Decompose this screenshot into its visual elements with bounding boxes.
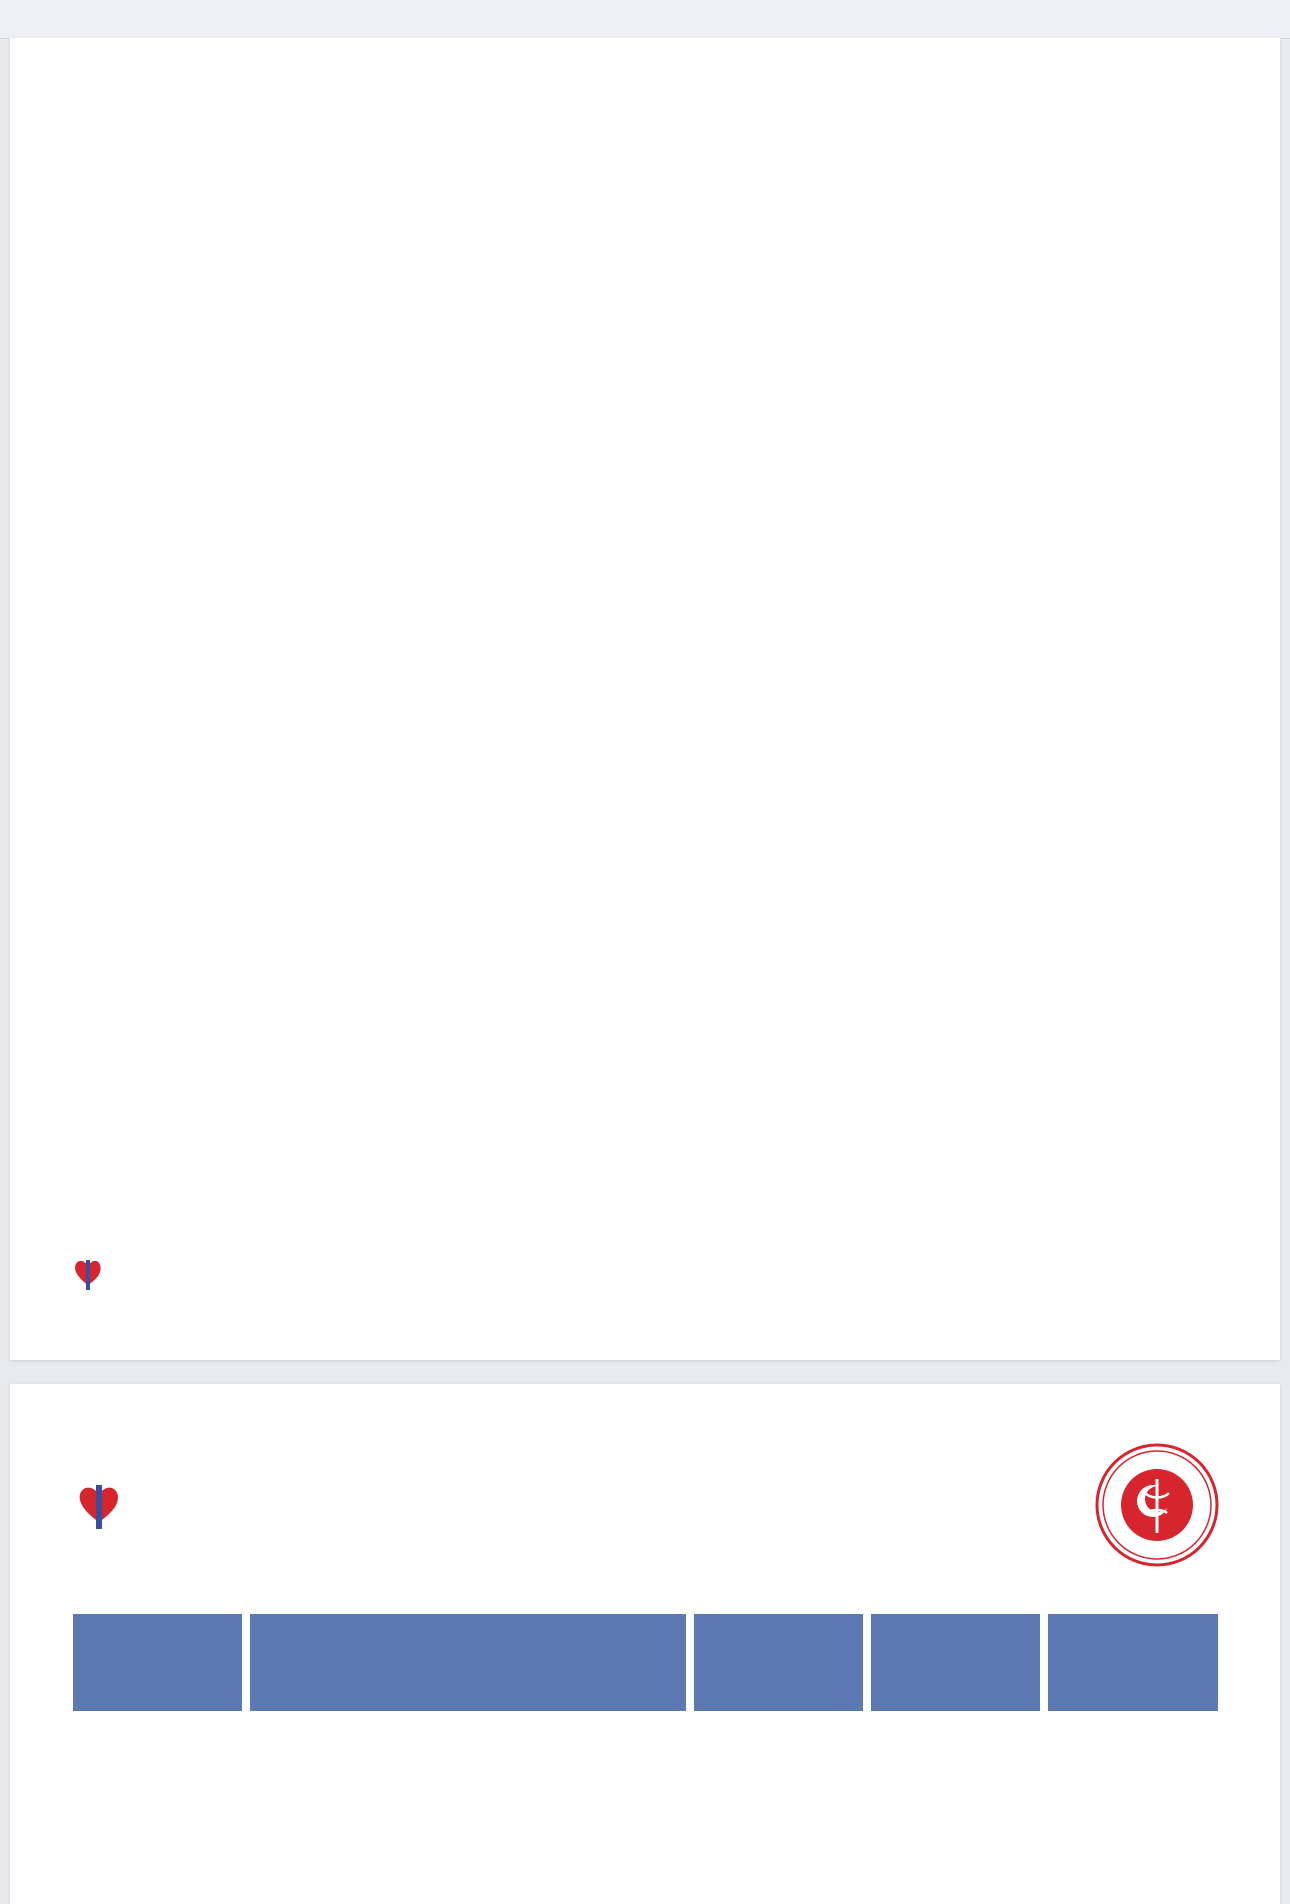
header-result — [694, 1614, 863, 1711]
ministry-seal-icon — [1095, 1443, 1219, 1572]
header-date — [73, 1614, 242, 1711]
report-page-1 — [10, 38, 1280, 1360]
report-page-2 — [10, 1384, 1280, 1904]
header-reference — [1048, 1614, 1218, 1711]
enabiz-logo — [75, 1477, 315, 1546]
header-test — [250, 1614, 686, 1711]
results-table-header — [73, 1614, 1218, 1711]
enabiz-logo-small — [72, 1254, 262, 1303]
header-unit — [871, 1614, 1040, 1711]
qr-code-icon — [1085, 1165, 1205, 1290]
top-bar — [0, 0, 1290, 39]
